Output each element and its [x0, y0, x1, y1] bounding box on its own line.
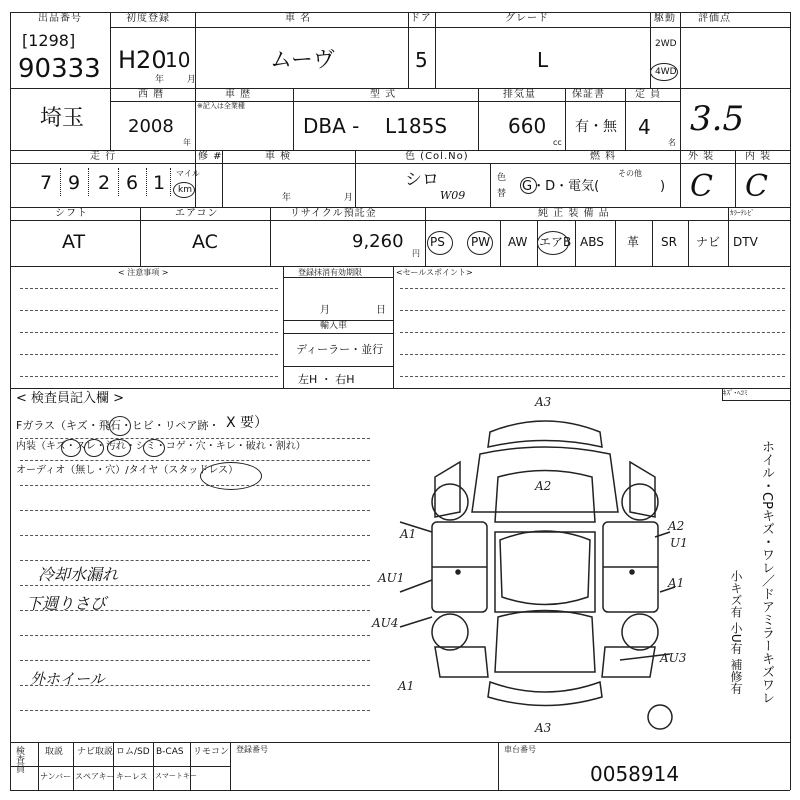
opt-manual: 取説: [45, 747, 64, 757]
displacement-label: 排気量: [503, 89, 536, 100]
svg-text:AU4: AU4: [372, 616, 399, 630]
inspector-stamp: 検査員: [14, 746, 24, 773]
shift-label: シフト: [55, 208, 88, 219]
mileage-digit: 2: [98, 172, 111, 194]
equip-leather: 革: [627, 235, 640, 249]
exterior-label: 外 装: [688, 151, 715, 162]
opt-smart-key: スマートキー: [155, 772, 197, 780]
doors: 5: [415, 48, 428, 72]
interior-grade: C: [745, 169, 768, 204]
note-underbody: 下週りさび: [26, 594, 107, 613]
history-label: 車 歴: [225, 89, 252, 100]
warranty: 有・無: [575, 119, 617, 135]
svg-text:A2: A2: [535, 479, 552, 493]
fuel-other-label: その他: [618, 169, 642, 178]
mileage-digit: 1: [153, 172, 166, 194]
km-unit: km: [178, 185, 192, 195]
first-reg-month: 10: [165, 48, 191, 72]
interior-label: 内 装: [745, 151, 772, 162]
car-name: ムーヴ: [270, 48, 335, 73]
import-label: 輸入車: [320, 321, 348, 331]
drive-label: 駆動: [654, 13, 676, 24]
model-prefix: DBA -: [303, 114, 360, 138]
svg-text:A1: A1: [398, 679, 415, 693]
grade: L: [537, 48, 549, 72]
svg-text:A3: A3: [535, 721, 552, 735]
capacity: 4: [638, 115, 651, 139]
side-tag: ｷｽﾞ･ﾍｺﾐ: [723, 389, 748, 397]
opt-plate: ナンバー: [40, 772, 72, 781]
equip-pw: PW: [471, 235, 491, 249]
color-label: 色 (Col.No): [405, 151, 469, 162]
warranty-label: 保証書: [572, 89, 605, 100]
equip-airbag: エアB: [539, 235, 572, 249]
shaken-unit: 年 月: [282, 193, 353, 203]
fuel-label: 燃 料: [590, 151, 617, 162]
svg-text:A1: A1: [668, 576, 685, 590]
equip-sr: SR: [661, 235, 677, 249]
history-note: ※記入は全業種: [197, 102, 245, 110]
inspector-line-glass: Fガラス（キズ・飛石・ヒビ・リペア跡・: [16, 419, 220, 432]
svg-text:AU1: AU1: [378, 571, 405, 585]
equip-airbag-circle: [537, 231, 572, 255]
drive-2wd: 2WD: [655, 39, 677, 49]
year-unit: 年: [183, 138, 191, 147]
lot-number: 90333: [18, 54, 101, 84]
mileage-label: 走 行: [90, 151, 117, 162]
recycle-unit: 円: [412, 249, 420, 258]
recycle-label: リサイクル預託金: [290, 208, 377, 219]
equip-navi: ナビ: [696, 235, 721, 249]
mileage-digit: 7: [40, 172, 53, 194]
inspector-glass-mark: X 要）: [226, 415, 269, 431]
first-reg-unit: 年 月: [155, 75, 196, 85]
fuel-close: ): [660, 179, 666, 194]
grade-label: グレード: [505, 13, 549, 24]
svg-text:A3: A3: [535, 395, 552, 409]
opt-rom-sd: ロム/SD: [116, 747, 150, 757]
year: 2008: [128, 116, 174, 137]
chassis-number: 0058914: [590, 762, 680, 786]
prefecture: 埼玉: [40, 106, 85, 131]
shaken-label: 車 検: [265, 151, 292, 162]
mile-unit: マイル: [176, 169, 200, 178]
mileage-digit: 9: [68, 172, 81, 194]
inspector-line-audio: オーディオ（無し・穴）/タイヤ（スタッドレス）: [16, 465, 239, 476]
reg-month: 月: [320, 305, 330, 316]
svg-text:A1: A1: [400, 527, 417, 541]
equip-ps: PS: [430, 235, 445, 249]
svg-text:U1: U1: [670, 536, 688, 550]
svg-text:AU3: AU3: [660, 651, 687, 665]
equip-dtv: DTV: [733, 235, 758, 249]
exterior-grade: C: [690, 169, 713, 204]
opt-spare-key: スペアキー: [75, 772, 115, 781]
door-label: ドア: [410, 13, 432, 24]
sales-point-label: <セールスポイント>: [396, 268, 473, 277]
opt-navi-manual: ナビ取説: [77, 747, 114, 757]
fuel: G・D・電気(: [522, 179, 600, 194]
equip-ps-circle: [427, 231, 453, 255]
color-code: W09: [440, 189, 466, 202]
shift: AT: [62, 231, 86, 253]
year-label: 西 暦: [138, 89, 165, 100]
svg-text:A2: A2: [668, 519, 685, 533]
reg-day: 日: [376, 305, 386, 316]
cattv-label: ｶﾗｰﾃﾚﾋﾞ: [730, 209, 755, 217]
equip-aw: AW: [508, 235, 528, 249]
displacement: 660: [508, 114, 547, 138]
color: シロ: [405, 170, 439, 190]
km-selected-circle: [173, 182, 195, 198]
first-reg-era: H20: [118, 46, 167, 74]
reg-expiry-label: 登録抹消有効期限: [298, 268, 362, 277]
inspector-line-interior: 内装（キズ・スレ・汚れ・シミ・コゲ・穴・キレ・破れ・割れ）: [16, 441, 306, 452]
lot-label: 出品番号: [38, 13, 82, 24]
equip-abs: ABS: [580, 235, 604, 249]
import-type: ディーラー・並行: [296, 343, 384, 356]
first-reg-label: 初度登録: [126, 13, 170, 24]
chassis-label: 車台番号: [504, 745, 536, 754]
capacity-unit: 名: [668, 138, 676, 147]
damage-notes: 小キズ有 小U有 補修有: [729, 570, 743, 695]
mileage-digit: 6: [126, 172, 139, 194]
damage-codes: [371, 395, 688, 735]
recycle-fee: 9,260: [352, 231, 404, 252]
equipment-label: 純 正 装 備 品: [538, 208, 610, 219]
score: 3.5: [690, 99, 745, 139]
opt-remote: リモコン: [193, 747, 230, 757]
note-coolant: 冷却水漏れ: [38, 565, 119, 584]
repair-label: 修 #: [198, 151, 223, 162]
color-change-label: 色替: [497, 173, 507, 199]
handle-side: 左H ・ 右H: [298, 373, 355, 386]
lot-sub: [1298]: [22, 31, 76, 50]
opt-bcas: B-CAS: [156, 747, 184, 757]
drive-4wd: 4WD: [655, 67, 677, 77]
fuel-selected-circle: [520, 177, 537, 194]
car-name-label: 車 名: [285, 13, 312, 24]
displacement-unit: cc: [553, 138, 562, 147]
reg-number-label: 登録番号: [236, 745, 268, 754]
model-label: 型 式: [370, 89, 397, 100]
ac-label: エアコン: [175, 208, 219, 219]
score-label: 評価点: [698, 13, 731, 24]
model-code: L185S: [385, 114, 448, 138]
opt-keyless: キーレス: [116, 772, 148, 781]
note-wheel: 外ホイール: [30, 670, 105, 688]
car-diagram: [370, 392, 720, 742]
caution-label: < 注意事項 >: [118, 268, 169, 277]
drive-selected-circle: [650, 63, 678, 81]
capacity-label: 定 員: [635, 89, 662, 100]
inspector-title: < 検査員記入欄 >: [16, 391, 125, 406]
ac: AC: [192, 231, 218, 253]
wheel-mirror-note: ホイル・CPキズ・ワレ／ドアミラーキズワレ: [759, 440, 774, 704]
equip-pw-circle: [467, 231, 493, 255]
